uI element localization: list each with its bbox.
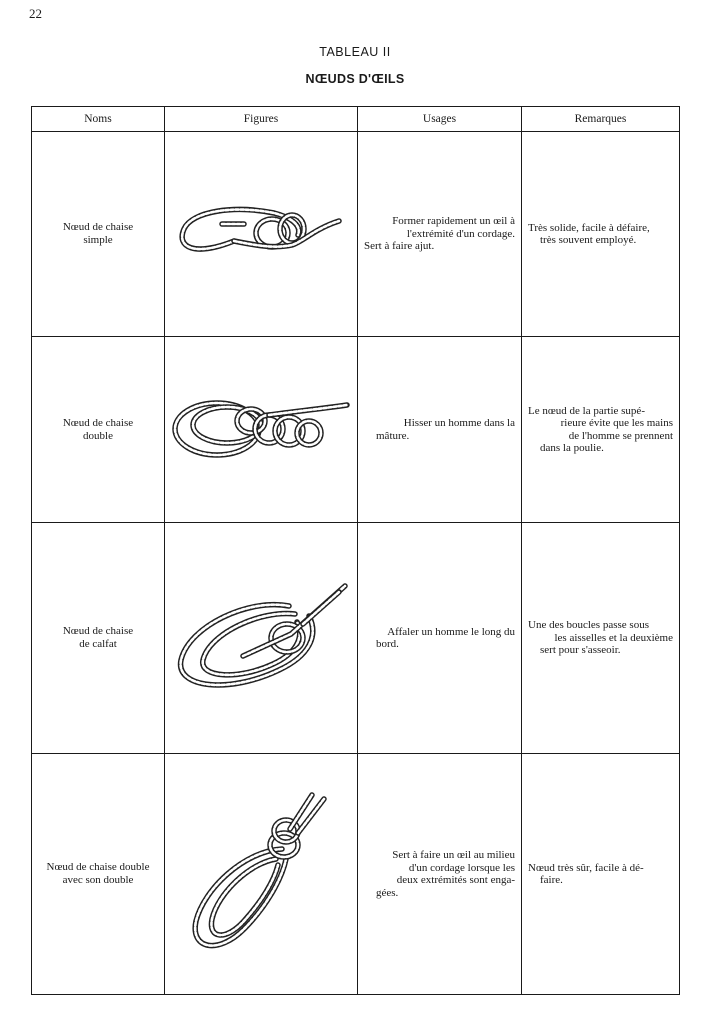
table-row xyxy=(32,754,680,995)
knot-usage xyxy=(358,132,522,337)
knot-name xyxy=(32,523,165,754)
table-subtitle: NŒUDS D'ŒILS xyxy=(305,72,405,86)
table-title: TABLEAU II xyxy=(319,45,391,59)
usage-line: Former rapidement un œil à xyxy=(392,215,515,228)
knot-remark xyxy=(522,337,680,523)
name-line: Nœud de chaise double xyxy=(46,861,150,873)
remark-line: sert pour s'asseoir. xyxy=(540,644,621,657)
header-names: Noms xyxy=(32,107,165,132)
remark-line: Le nœud de la partie supé- xyxy=(528,404,645,417)
remark-line: dans la poulie. xyxy=(540,442,604,454)
usage-line: Hisser un homme dans la xyxy=(403,417,515,429)
name-line: Nœud de chaise xyxy=(62,625,134,637)
usage-line: l'extrémité d'un cordage. xyxy=(406,227,515,240)
knot-figure xyxy=(165,523,358,754)
usage-line: mâture. xyxy=(376,429,410,442)
name-line: simple xyxy=(83,234,113,246)
remark-line: les aisselles et la deuxième xyxy=(554,631,673,644)
knot-usage xyxy=(358,337,522,523)
header-row xyxy=(32,107,680,132)
remark-line: Nœud très sûr, facile à dé- xyxy=(528,861,644,874)
knot-figure xyxy=(165,754,358,995)
knot-name xyxy=(32,132,165,337)
table-row xyxy=(32,132,680,337)
knot-name xyxy=(32,754,165,995)
knot-usage xyxy=(358,754,522,995)
table-row xyxy=(32,523,680,754)
name-line: de calfat xyxy=(79,638,117,650)
header-usages: Usages xyxy=(358,107,522,132)
header-figures: Figures xyxy=(165,107,358,132)
double-bowline-knot-icon xyxy=(169,395,354,465)
remark-line: Une des boucles passe sous xyxy=(528,619,649,632)
usage-line: Sert à faire un œil au milieu xyxy=(392,849,515,861)
knot-remark xyxy=(522,523,680,754)
remark-line: Très solide, facile à défaire, xyxy=(528,221,650,234)
remark-line: faire. xyxy=(540,874,563,886)
usage-line: bord. xyxy=(376,638,399,650)
name-line: double xyxy=(83,429,113,442)
bowline-knot-icon xyxy=(174,199,349,269)
name-line: Nœud de chaise xyxy=(62,221,134,233)
table-row xyxy=(32,337,680,523)
remark-line: de l'homme se prennent xyxy=(568,429,673,442)
knot-figure xyxy=(165,337,358,523)
knot-usage xyxy=(358,523,522,754)
remark-line: très souvent employé. xyxy=(540,234,637,246)
page-number: 22 xyxy=(29,6,42,21)
bowline-on-bight-knot-icon xyxy=(174,789,349,959)
name-line: avec son double xyxy=(62,874,134,886)
knot-remark xyxy=(522,754,680,995)
knot-figure xyxy=(165,132,358,337)
header-remarks: Remarques xyxy=(522,107,680,132)
caulker-bowline-knot-icon xyxy=(169,576,354,701)
usage-line: deux extrémités sont enga- xyxy=(396,874,515,886)
name-line: Nœud de chaise xyxy=(62,416,134,429)
usage-line: d'un cordage lorsque les xyxy=(408,861,515,874)
usage-line: Sert à faire ajut. xyxy=(364,240,435,253)
knot-table xyxy=(31,106,680,995)
knot-remark xyxy=(522,132,680,337)
usage-line: gées. xyxy=(376,886,399,899)
usage-line: Affaler un homme le long du xyxy=(387,625,515,638)
remark-line: rieure évite que les mains xyxy=(560,417,673,429)
knot-name xyxy=(32,337,165,523)
